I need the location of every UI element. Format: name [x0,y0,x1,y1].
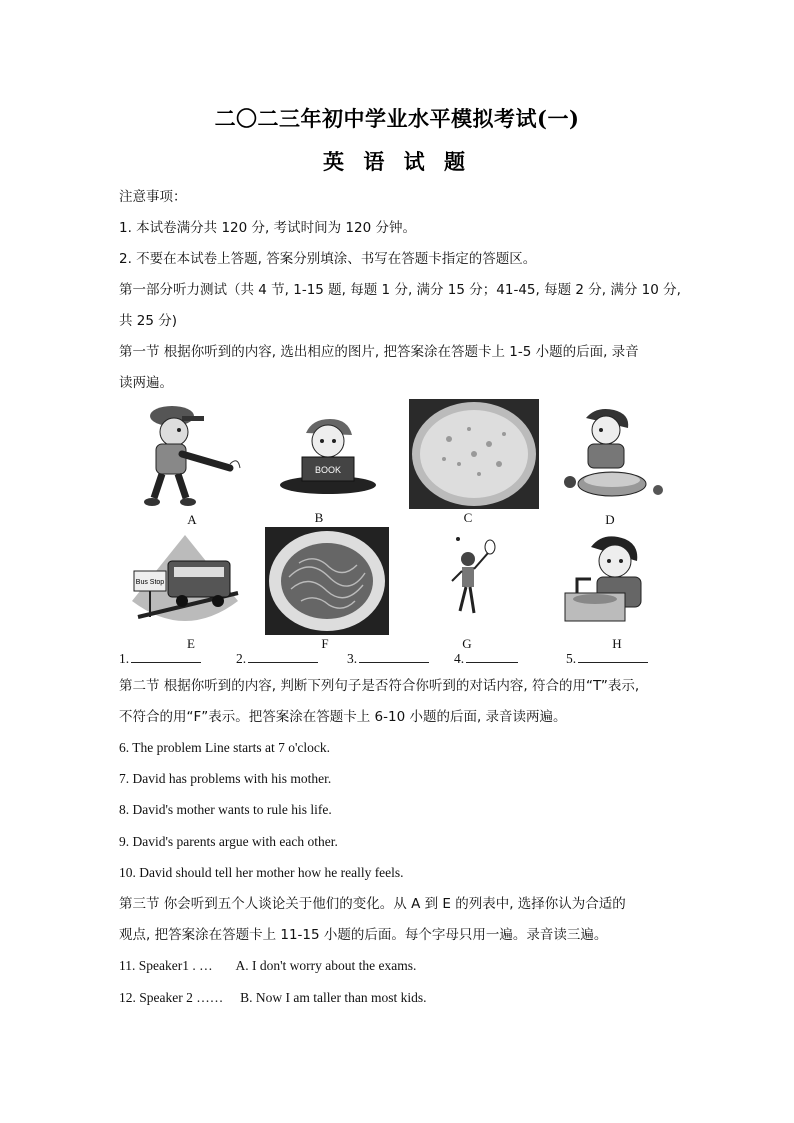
part1-intro-line1: 第一部分听力测试（共 4 节, 1-15 题, 每题 1 分, 满分 15 分；41-45, 每题 2 分, 满分 10 分, [119,282,681,298]
answer-2-number: 2. [236,651,247,666]
answer-5-number: 5. [566,651,577,666]
section2-instruction-line2: 不符合的用“F”表示。把答案涂在答题卡上 6-10 小题的后面, 录音读两遍。 [119,709,567,725]
answer-1-blank[interactable] [131,650,201,663]
section1-instruction-line2: 读两遍。 [119,375,173,391]
question-9: 9. David's parents argue with each other. [119,834,338,849]
exam-title: 二〇二三年初中学业水平模拟考试(一) [214,106,580,131]
question-8: 8. David's mother wants to rule his life. [119,802,332,817]
section1-instruction-line1: 第一节 根据你听到的内容, 选出相应的图片, 把答案涂在答题卡上 1-5 小题的后面, 录音 [119,344,639,360]
notes-heading: 注意事项： [119,189,187,205]
image-label-h: H [612,636,622,651]
exam-subject: 英 语 试 题 [323,149,471,174]
section2-instruction-line1: 第二节 根据你听到的内容, 判断下列句子是否符合你听到的对话内容, 符合的用“T”表示, [119,678,640,694]
boy-washing-clothes-icon [556,404,668,504]
book-text: BOOK [314,465,342,475]
question-10: 10. David should tell her mother how he really feels. [119,865,404,880]
image-label-d: D [605,512,615,527]
image-label-f: F [321,636,329,651]
answer-1-number: 1. [119,651,130,666]
answer-5-blank[interactable] [578,650,648,663]
answer-4[interactable] [454,650,518,667]
answer-1[interactable] [119,650,201,667]
section3-instruction-line2: 观点, 把答案涂在答题卡上 11-15 小题的后面。每个字母只用一遍。录音读三遍。 [119,927,608,943]
answer-2[interactable] [236,650,318,667]
answer-4-blank[interactable] [466,650,518,663]
bus-at-bus-stop-icon [128,531,242,631]
answer-3[interactable] [347,650,429,667]
image-label-e: E [187,636,195,651]
image-label-a: A [187,512,197,527]
answer-3-number: 3. [347,651,358,666]
section3-instruction-line1: 第三节 你会听到五个人谈论关于他们的变化。从 A 到 E 的列表中, 选择你认为合适的 [119,896,626,912]
question-12: 12. Speaker 2 …… B. Now I am taller than most kids. [119,990,427,1005]
plate-of-rice-icon [409,399,539,509]
image-label-g: G [462,636,472,651]
answer-3-blank[interactable] [359,650,429,663]
answer-4-number: 4. [454,651,465,666]
boy-playing-baseball-icon [126,398,246,510]
note-item-2: 2. 不要在本试卷上答题, 答案分别填涂、书写在答题卡指定的答题区。 [119,251,537,267]
note-item-1: 1. 本试卷满分共 120 分, 考试时间为 120 分钟。 [119,220,416,236]
question-11: 11. Speaker1 . … A. I don't worry about the exams. [119,958,417,973]
image-label-b: B [314,510,324,525]
answer-5[interactable] [566,650,648,667]
boy-washing-hands-icon [557,531,661,631]
question-6: 6. The problem Line starts at 7 o'clock. [119,740,331,755]
image-label-c: C [463,510,473,525]
question-7: 7. David has problems with his mother. [119,771,332,786]
bus-stop-sign: Bus Stop [135,579,165,586]
part1-intro-line2: 共 25 分) [119,313,178,329]
boy-reading-book-icon [278,415,378,495]
plate-of-noodles-icon [265,527,389,635]
answer-2-blank[interactable] [248,650,318,663]
girl-playing-badminton-icon [440,537,500,627]
